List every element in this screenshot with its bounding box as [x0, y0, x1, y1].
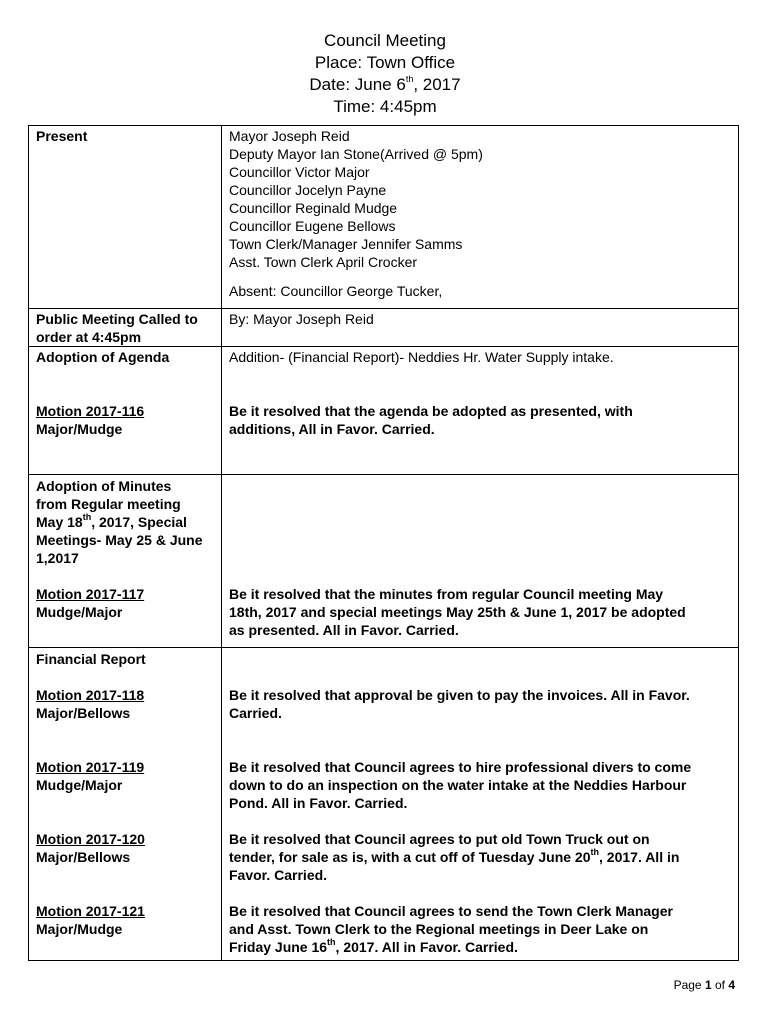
motion-number: Motion 2017-119	[36, 759, 145, 775]
resolution-text: Favor. Carried.	[229, 867, 328, 883]
financial-left	[29, 648, 222, 961]
called-by: By: Mayor Joseph Reid	[222, 309, 739, 347]
called-label	[29, 309, 222, 347]
resolution-text: Be it resolved that Council agrees to send the Town Clerk Manager	[229, 903, 673, 919]
present-label: Present	[29, 126, 222, 309]
resolution-text: Be it resolved that approval be given to pay the invoices. All in Favor.	[229, 687, 690, 703]
motion-number: Motion 2017-121	[36, 903, 145, 919]
minutes-superscript: th	[82, 512, 92, 523]
resolution-text: and Asst. Town Clerk to the Regional meetings in Deer Lake on	[229, 921, 649, 937]
resolution-segment: , 2017. All in	[599, 849, 680, 865]
member: Councillor Victor Major	[229, 164, 370, 180]
member: Town Clerk/Manager Jennifer Samms	[229, 236, 463, 252]
resolution-text: Be it resolved that Council agrees to hire professional divers to come	[229, 759, 692, 775]
meeting-time: Time: 4:45pm	[333, 97, 437, 116]
resolution-text: 18th, 2017 and special meetings May 25th & June 1, 2017 be adopted	[229, 604, 686, 620]
minutes-adoption-row	[29, 475, 739, 648]
agenda-label: Adoption of Agenda	[36, 349, 170, 365]
motion-number: Motion 2017-117	[36, 586, 145, 602]
motion-movers: Major/Bellows	[36, 849, 131, 865]
agenda-left	[29, 347, 222, 475]
resolution-text: down to do an inspection on the water intake at the Neddies Harbour	[229, 777, 687, 793]
resolution-text	[229, 938, 731, 956]
page-footer	[674, 976, 735, 994]
minutes-left	[29, 475, 222, 648]
minutes-date-rest: , 2017, Special	[91, 514, 187, 530]
motion-movers: Major/Mudge	[36, 921, 123, 937]
agenda-addition: Addition- (Financial Report)- Neddies Hr. Water Supply intake.	[229, 349, 614, 365]
resolution-segment: , 2017. All in Favor. Carried.	[335, 939, 518, 955]
motion-number: Motion 2017-118	[36, 687, 145, 703]
resolution-text: Be it resolved that the agenda be adopted as presented, with	[229, 403, 633, 419]
absent-text: Absent: Councillor George Tucker,	[229, 283, 443, 299]
resolution-superscript: th	[590, 847, 600, 858]
motion-movers: Mudge/Major	[36, 777, 123, 793]
resolution-text: Be it resolved that the minutes from regular Council meeting May	[229, 586, 664, 602]
minutes-label-line: from Regular meeting	[36, 496, 181, 512]
present-row	[29, 126, 739, 309]
financial-label: Financial Report	[36, 651, 146, 667]
date-year: , 2017	[413, 75, 461, 94]
minutes-label-line: Adoption of Minutes	[36, 478, 172, 494]
called-label-line: order at 4:45pm	[36, 329, 142, 345]
minutes-label-line: 1,2017	[36, 550, 79, 566]
present-list	[222, 126, 739, 309]
page-word: Page	[673, 978, 705, 992]
minutes-right	[222, 475, 739, 648]
member: Councillor Jocelyn Payne	[229, 182, 387, 198]
motion-movers: Major/Mudge	[36, 421, 123, 437]
financial-row	[29, 648, 739, 961]
document-header	[0, 30, 770, 118]
page-total: 4	[728, 978, 735, 992]
minutes-date: May 18	[36, 514, 83, 530]
financial-right	[222, 648, 739, 961]
meeting-place: Place: Town Office	[314, 53, 456, 72]
member: Mayor Joseph Reid	[229, 128, 350, 144]
resolution-segment: tender, for sale as is, with a cut off of Tuesday June 20	[229, 849, 591, 865]
resolution-text: Carried.	[229, 705, 282, 721]
minutes-table	[28, 125, 739, 961]
member: Asst. Town Clerk April Crocker	[229, 254, 418, 270]
member: Councillor Reginald Mudge	[229, 200, 398, 216]
resolution-text: Be it resolved that Council agrees to put old Town Truck out on	[229, 831, 650, 847]
called-label-line: Public Meeting Called to	[36, 311, 198, 327]
minutes-label-line: Meetings- May 25 & June	[36, 532, 203, 548]
resolution-text: Pond. All in Favor. Carried.	[229, 795, 408, 811]
resolution-text: additions, All in Favor. Carried.	[229, 421, 435, 437]
agenda-right	[222, 347, 739, 475]
of-word: of	[711, 978, 729, 992]
date-text: Date: June 6	[309, 75, 406, 94]
resolution-superscript: th	[327, 937, 336, 948]
motion-movers: Mudge/Major	[36, 604, 123, 620]
member: Councillor Eugene Bellows	[229, 218, 396, 234]
motion-movers: Major/Bellows	[36, 705, 131, 721]
motion-number: Motion 2017-116	[36, 403, 145, 419]
resolution-segment: Friday June 16	[229, 939, 328, 955]
page-number: 1	[704, 978, 712, 992]
meeting-title: Council Meeting	[324, 31, 446, 50]
meeting-date	[0, 74, 770, 96]
member: Deputy Mayor Ian Stone(Arrived @ 5pm)	[229, 146, 483, 162]
resolution-text: as presented. All in Favor. Carried.	[229, 622, 459, 638]
motion-number: Motion 2017-120	[36, 831, 145, 847]
called-row	[29, 309, 739, 347]
date-superscript: th	[405, 74, 414, 85]
resolution-text	[229, 848, 731, 866]
agenda-row	[29, 347, 739, 475]
minutes-label-line	[36, 513, 214, 531]
